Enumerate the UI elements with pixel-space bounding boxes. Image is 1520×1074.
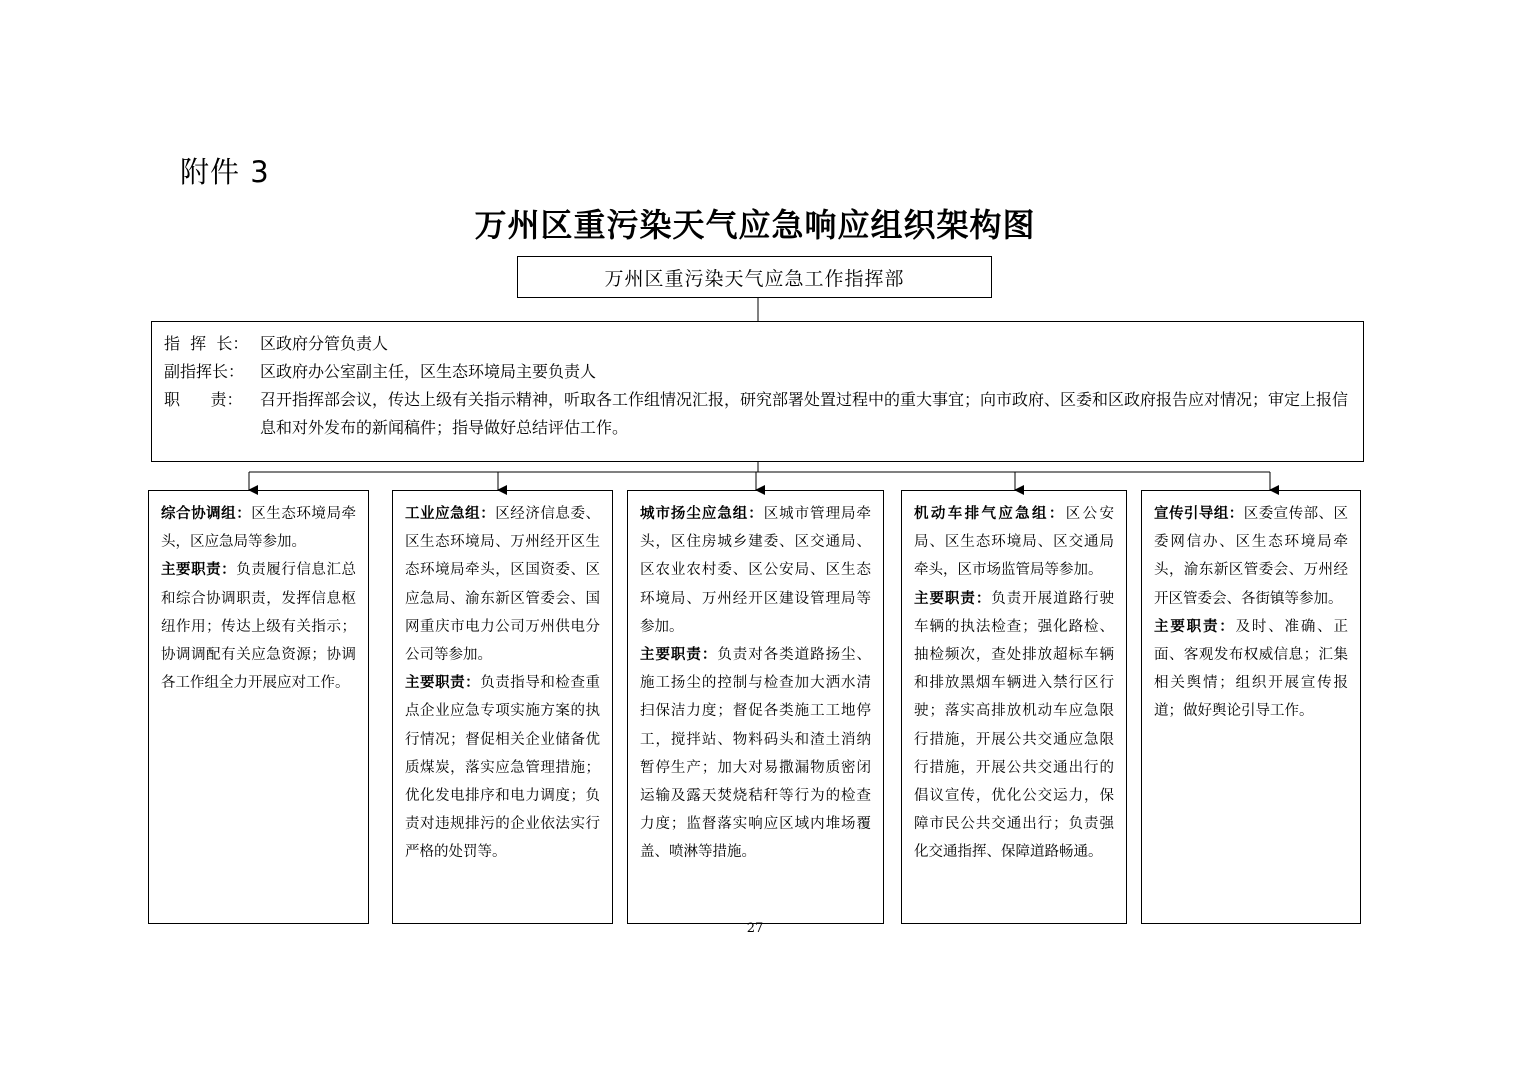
chart-title: 万州区重污染天气应急响应组织架构图 xyxy=(474,206,1036,244)
group-members: 区城市管理局牵头，区住房城乡建委、区交通局、区农业农村委、区公安局、区生态环境局、万州经开区建设管理局等参加。 xyxy=(640,506,872,635)
commander-label: 指 挥 长： xyxy=(164,334,249,353)
group-box-urban-dust-emergency xyxy=(627,490,884,924)
group-duty-label: 主要职责： xyxy=(161,561,237,579)
group-duties: 负责履行信息汇总和综合协调职责，发挥信息枢纽作用；传达上级有关指示；协调调配有关应急资源；协调各工作组全力开展应对工作。 xyxy=(161,562,357,692)
deputy-label: 副指挥长： xyxy=(164,362,245,381)
group-duties: 负责指导和检查重点企业应急专项实施方案的执行情况；督促相关企业储备优质煤炭，落实应急管理措施；优化发电排序和电力调度；负责对违规排污的企业依法实行严格的处罚等。 xyxy=(405,675,601,861)
group-box-comprehensive-coordination xyxy=(148,490,369,924)
group-box-vehicle-exhaust-emergency xyxy=(901,490,1127,924)
group-duties: 负责开展道路行驶车辆的执法检查；强化路检、抽检频次，查处排放超标车辆和排放黑烟车辆进入禁行区行驶；落实高排放机动车应急限行措施，开展公共交通应急限行措施，开展公共交通出行的倡议宣传，优化公交运力，保障市民公共交通出行；负责强化交通指挥、保障道路畅通。 xyxy=(914,590,1115,861)
duty-value: 召开指挥部会议，传达上级有关指示精神，听取各工作组情况汇报，研究部署处置过程中的重大事宜；向市政府、区委和区政府报告应对情况；审定上报信息和对外发布的新闻稿件；指导做好总结评估工作。 xyxy=(260,390,1349,437)
group-duties: 及时、准确、正面、客观发布权威信息；汇集相关舆情；组织开展宣传报道；做好舆论引导工作。 xyxy=(1154,618,1349,720)
group-name: 机动车排气应急组： xyxy=(914,505,1066,522)
attachment-label: 附件 3 xyxy=(180,155,270,189)
group-duty-label: 主要职责： xyxy=(914,589,992,607)
group-name: 综合协调组： xyxy=(161,505,252,522)
group-duty-label: 主要职责： xyxy=(405,674,481,692)
group-box-industrial-emergency xyxy=(392,490,613,924)
group-members: 区公安局、区生态环境局、区交通局牵头，区市场监管局等参加。 xyxy=(914,506,1115,579)
deputy-value: 区政府办公室副主任，区生态环境局主要负责人 xyxy=(260,362,597,381)
group-members: 区生态环境局牵头，区应急局等参加。 xyxy=(161,506,356,551)
duty-label: 职 责： xyxy=(164,390,243,409)
group-duty-label: 主要职责： xyxy=(1154,617,1236,635)
group-name: 宣传引导组： xyxy=(1154,505,1244,522)
group-members: 区经济信息委、区生态环境局、万州经开区生态环境局牵头，区国资委、区应急局、渝东新区管委会、国网重庆市电力公司万州供电分公司等参加。 xyxy=(405,506,600,664)
group-duty-label: 主要职责： xyxy=(640,646,718,664)
group-duties: 负责对各类道路扬尘、施工扬尘的控制与检查加大洒水清扫保洁力度；督促各类施工工地停工，搅拌站、物料码头和渣土消纳暂停生产；加大对易撒漏物质密闭运输及露天焚烧秸秆等行为的检查力度；监督落实响应区域内堆场覆盖、喷淋等措施。 xyxy=(640,647,872,861)
group-name: 城市扬尘应急组： xyxy=(640,505,764,522)
commander-value: 区政府分管负责人 xyxy=(260,334,389,353)
page-number: 27 xyxy=(746,921,764,936)
headquarters-label: 万州区重污染天气应急工作指挥部 xyxy=(604,267,905,290)
group-box-publicity-guidance xyxy=(1141,490,1361,924)
group-members: 区委宣传部、区委网信办、区生态环境局牵头，渝东新区管委会、万州经开区管委会、各街镇等参加。 xyxy=(1154,506,1348,607)
group-name: 工业应急组： xyxy=(405,505,496,522)
